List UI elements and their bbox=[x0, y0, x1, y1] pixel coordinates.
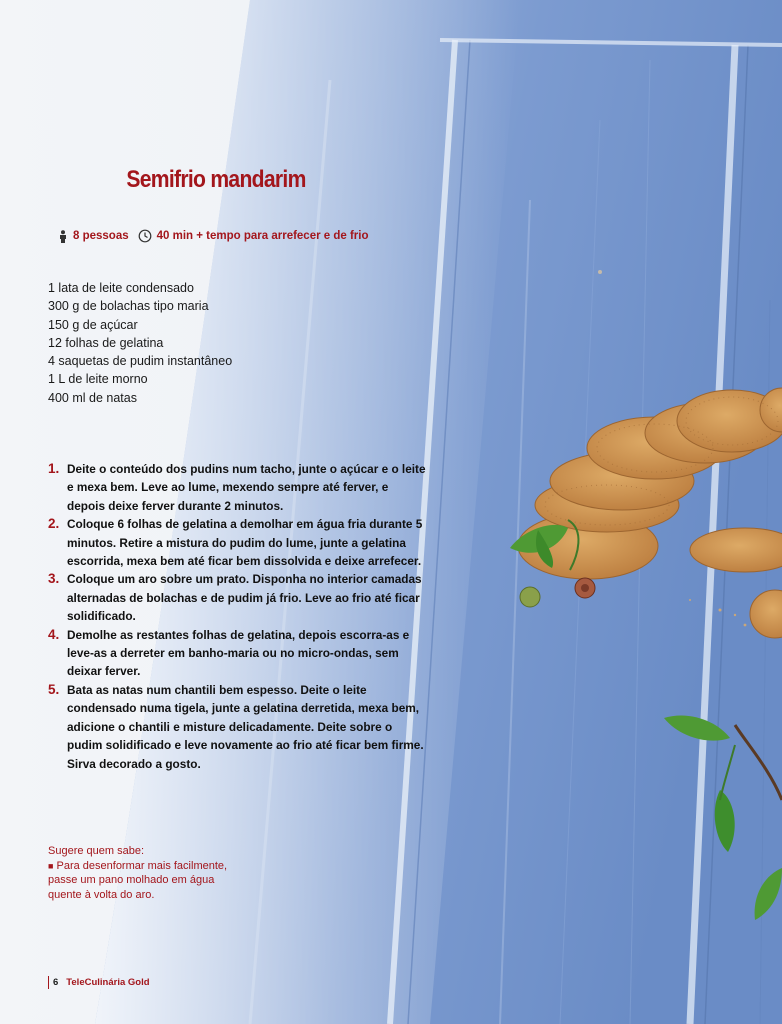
ingredient-item: 1 lata de leite condensado bbox=[48, 281, 194, 295]
tip-bullet-icon: ■ bbox=[48, 860, 54, 871]
ingredient-item: 12 folhas de gelatina bbox=[48, 335, 164, 350]
recipe-title: Semifrio mandarim bbox=[126, 166, 306, 193]
person-icon bbox=[58, 230, 68, 243]
clock-icon bbox=[138, 229, 152, 243]
ingredient-item: 300 g de bolachas tipo maria bbox=[48, 299, 209, 314]
step-number: 3. bbox=[48, 571, 60, 587]
step-number: 1. bbox=[48, 461, 60, 476]
step-text: Demolhe as restantes folhas de gelatina, depois escorra-as e leve-as a derreter em banho-maria ou no micro-ondas, sem deixar ferver. bbox=[67, 627, 410, 679]
step-number: 5. bbox=[48, 681, 60, 697]
tip-box bbox=[48, 844, 248, 902]
steps-list bbox=[48, 460, 428, 773]
ingredients-list bbox=[48, 279, 232, 407]
step-text: Deite o conteúdo dos pudins num tacho, junte o açúcar e o leite e mexa bem. Leve ao lume, mexendo sempre até ferver, e depois deixe ferver durante 2 minutos. bbox=[67, 462, 426, 513]
step-item bbox=[48, 681, 428, 773]
step-number: 4. bbox=[48, 626, 60, 642]
footer-divider bbox=[48, 976, 49, 989]
step-text: Coloque um aro sobre um prato. Disponha no interior camadas alternadas de bolachas e de pudim já frio. Leve ao frio até ficar solidificado. bbox=[67, 572, 422, 624]
ingredient-item: 400 ml de natas bbox=[48, 390, 137, 405]
tip-body bbox=[48, 859, 248, 903]
ingredient-item: 150 g de açúcar bbox=[48, 317, 138, 332]
ingredient-item: 1 L de leite morno bbox=[48, 372, 148, 387]
tip-heading: Sugere quem sabe: bbox=[48, 845, 145, 857]
tip-text: Para desenformar mais facilmente, passe um pano molhado em água quente à volta do aro. bbox=[48, 859, 228, 901]
step-item bbox=[48, 570, 428, 625]
step-text: Coloque 6 folhas de gelatina a demolhar em água fria durante 5 minutos. Retire a mistura do pudim do lume, junte a gelatina escorrida, mexa bem até ficar bem dissolvida e deixe arrefecer. bbox=[67, 517, 423, 569]
step-text: Bata as natas num chantili bem espesso. Deite o leite condensado numa tigela, junte a gelatina derretida, mexa bem, adicione o chantili e misture delicadamente. Deite sobre o pudim solidificado e leve novamente ao frio até ficar bem firme. Sirva decorado a gosto. bbox=[67, 682, 424, 771]
ingredient-item: 4 saquetas de pudim instantâneo bbox=[48, 354, 233, 369]
time-text: 40 min + tempo para arrefecer e de frio bbox=[156, 230, 369, 242]
magazine-name: TeleCulinária Gold bbox=[66, 977, 150, 988]
page-number: 6 bbox=[53, 977, 59, 988]
step-item bbox=[48, 460, 428, 515]
page-footer bbox=[48, 976, 150, 989]
recipe-meta bbox=[58, 229, 369, 243]
step-number: 2. bbox=[48, 516, 60, 532]
servings-text: 8 pessoas bbox=[73, 230, 129, 242]
step-item bbox=[48, 626, 428, 681]
step-item bbox=[48, 515, 428, 570]
